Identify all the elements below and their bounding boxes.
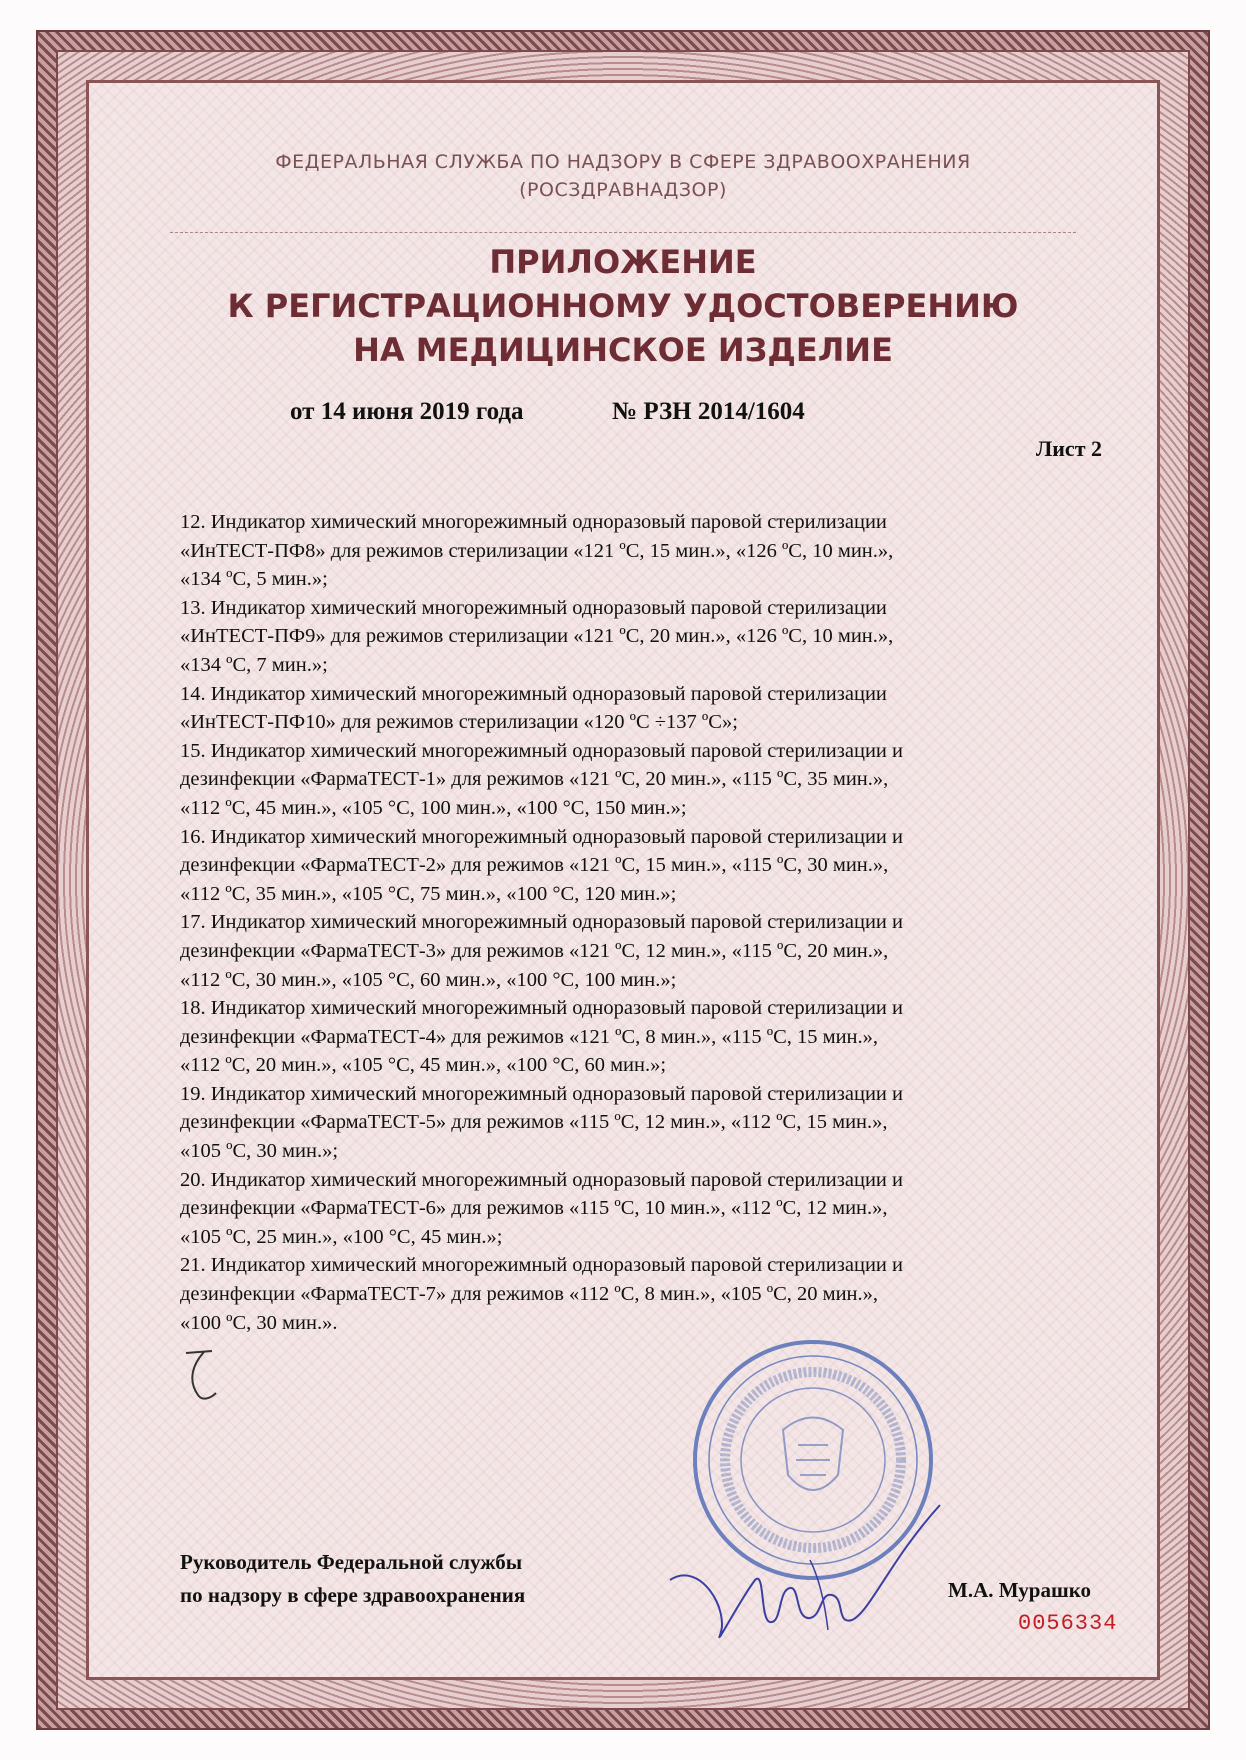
list-item: 12. Индикатор химический многорежимный одноразовый паровой стерилизации «ИнТЕСТ-ПФ8» для режимов стерилизации «121 ºС, 15 мин.», «126 ºС, 10 мин.», «134 ºС, 5 мин.»;	[180, 511, 894, 591]
device-list	[180, 508, 1080, 1337]
signer-role-line-2: по надзору в сфере здравоохранения	[180, 1583, 526, 1607]
list-item: 14. Индикатор химический многорежимный одноразовый паровой стерилизации «ИнТЕСТ-ПФ10» для режимов стерилизации «120 ºС ÷137 ºС»;	[180, 682, 887, 734]
header-divider	[170, 232, 1076, 233]
handwritten-signature	[660, 1500, 960, 1650]
list-item: 17. Индикатор химический многорежимный одноразовый паровой стерилизации и дезинфекции «ФармаТЕСТ-3» для режимов «121 ºС, 12 мин.», «115 ºС, 20 мин.», «112 ºС, 30 мин.», «105 °С, 60 мин.», «100 °С, 100 мин.»;	[180, 911, 903, 991]
issue-date: от 14 июня 2019 года	[290, 398, 524, 425]
document-title	[100, 240, 1146, 372]
list-item: 16. Индикатор химический многорежимный одноразовый паровой стерилизации и дезинфекции «ФармаТЕСТ-2» для режимов «121 ºС, 15 мин.», «115 ºС, 30 мин.», «112 ºС, 35 мин.», «105 °С, 75 мин.», «100 °С, 120 мин.»;	[180, 825, 903, 905]
signer-name: М.А. Мурашко	[948, 1578, 1092, 1602]
authority-name: ФЕДЕРАЛЬНАЯ СЛУЖБА ПО НАДЗОРУ В СФЕРЕ ЗДРАВООХРАНЕНИЯ	[275, 151, 971, 173]
form-serial-number: 0056334	[1018, 1611, 1118, 1636]
issuing-authority	[100, 148, 1146, 204]
list-item: 15. Индикатор химический многорежимный одноразовый паровой стерилизации и дезинфекции «ФармаТЕСТ-1» для режимов «121 ºС, 20 мин.», «115 ºС, 35 мин.», «112 ºС, 45 мин.», «105 °С, 100 мин.», «100 °С, 150 мин.»;	[180, 739, 903, 819]
title-line-3: НА МЕДИЦИНСКОЕ ИЗДЕЛИЕ	[353, 331, 893, 369]
signer-role-line-1: Руководитель Федеральной службы	[180, 1550, 523, 1574]
list-item: 13. Индикатор химический многорежимный одноразовый паровой стерилизации «ИнТЕСТ-ПФ9» для режимов стерилизации «121 ºС, 20 мин.», «126 ºС, 10 мин.», «134 ºС, 7 мин.»;	[180, 596, 894, 676]
list-item: 18. Индикатор химический многорежимный одноразовый паровой стерилизации и дезинфекции «ФармаТЕСТ-4» для режимов «121 ºС, 8 мин.», «115 ºС, 15 мин.», «112 ºС, 20 мин.», «105 °С, 45 мин.», «100 °С, 60 мин.»;	[180, 997, 903, 1077]
title-line-1: ПРИЛОЖЕНИЕ	[489, 243, 757, 281]
registration-number: № РЗН 2014/1604	[612, 398, 805, 425]
list-item: 19. Индикатор химический многорежимный одноразовый паровой стерилизации и дезинфекции «ФармаТЕСТ-5» для режимов «115 ºС, 12 мин.», «112 ºС, 15 мин.», «105 ºС, 30 мин.»;	[180, 1082, 903, 1163]
title-line-2: К РЕГИСТРАЦИОННОМУ УДОСТОВЕРЕНИЮ	[227, 287, 1019, 325]
authority-abbreviation: (РОСЗДРАВНАДЗОР)	[519, 179, 727, 201]
list-item: 20. Индикатор химический многорежимный одноразовый паровой стерилизации и дезинфекции «ФармаТЕСТ-6» для режимов «115 ºС, 10 мин.», «112 ºС, 12 мин.», «105 ºС, 25 мин.», «100 °С, 45 мин.»;	[180, 1168, 903, 1248]
handwritten-mark	[182, 1345, 222, 1405]
signer-title	[180, 1546, 620, 1612]
sheet-number: Лист 2	[1035, 436, 1102, 461]
list-item: 21. Индикатор химический многорежимный одноразовый паровой стерилизации и дезинфекции «ФармаТЕСТ-7» для режимов «112 ºС, 8 мин.», «105 ºС, 20 мин.», «100 ºС, 30 мин.».	[180, 1254, 903, 1334]
